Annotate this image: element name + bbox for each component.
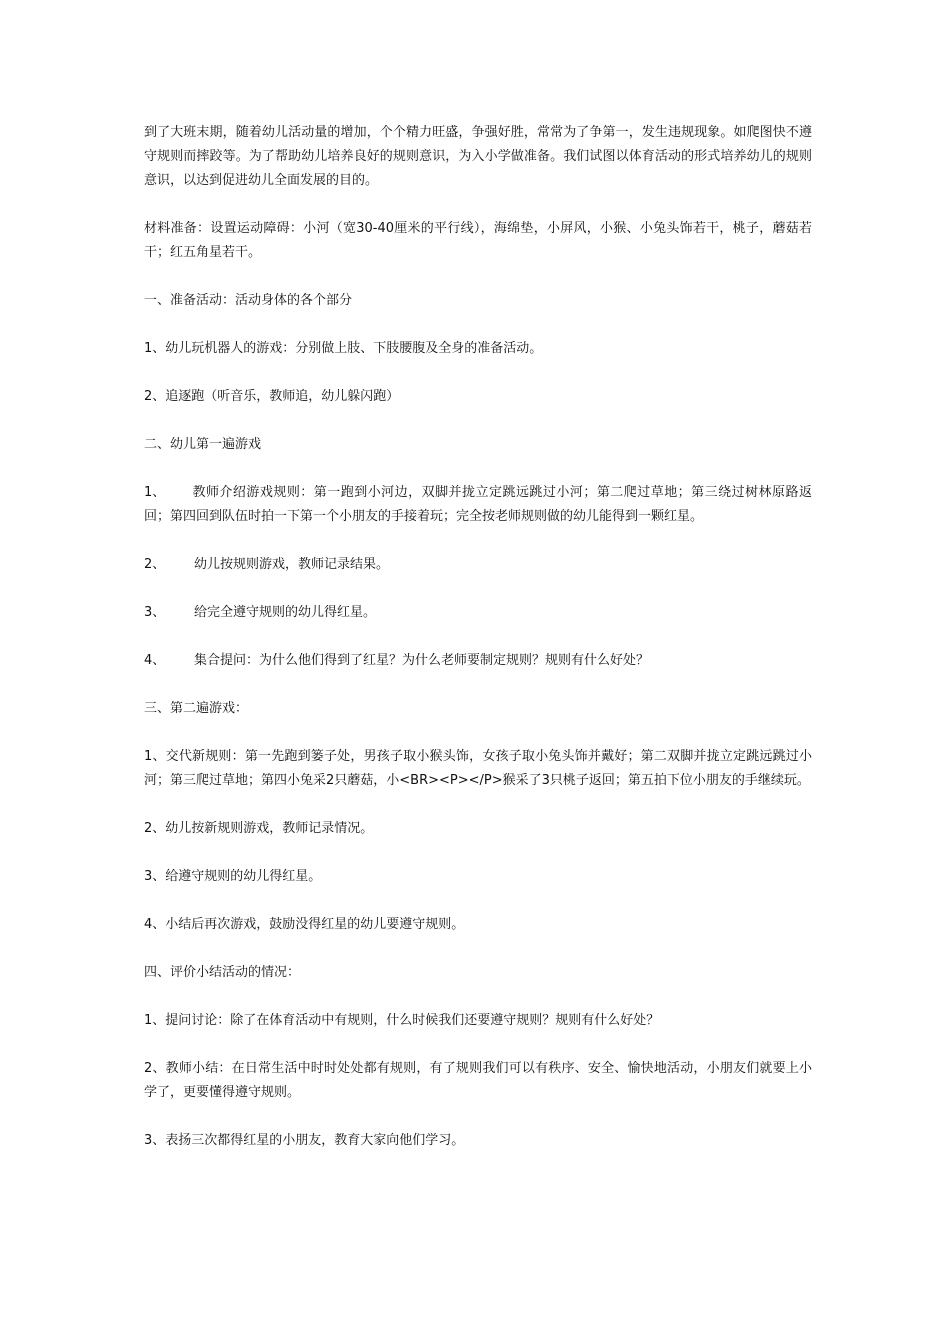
section-2-item-2 (144, 553, 812, 577)
section-2-item-4 (144, 649, 812, 673)
section-4-item-2: 2、教师小结：在日常生活中时时处处都有规则，有了规则我们可以有秩序、安全、愉快地活动，小朋友们就要上小学了，更要懂得遵守规则。 (144, 1061, 812, 1100)
item-number: 2、 (144, 557, 166, 572)
section-3-item-1: 1、交代新规则：第一先跑到篓子处，男孩子取小猴头饰，女孩子取小兔头饰并戴好；第二双脚并拢立定跳远跳过小河；第三爬过草地；第四小兔采2只蘑菇，小<BR><P></P>猴采了3只桃子返回；第五拍下位小朋友的手继续玩。 (144, 749, 812, 788)
section-1-heading: 一、准备活动：活动身体的各个部分 (144, 293, 353, 308)
intro-paragraph: 到了大班末期，随着幼儿活动量的增加，个个精力旺盛，争强好胜，常常为了争第一，发生违规现象。如爬图快不遵守规则而摔跤等。为了帮助幼儿培养良好的规则意识，为入小学做准备。我们试图以体育活动的形式培养幼儿的规则意识，以达到促进幼儿全面发展的目的。 (144, 125, 812, 188)
section-3-heading: 三、第二遍游戏： (144, 701, 249, 716)
section-2-heading: 二、幼儿第一遍游戏 (144, 437, 262, 452)
item-number: 4、 (144, 653, 166, 668)
section-3-item-4: 4、小结后再次游戏，鼓励没得红星的幼儿要遵守规则。 (144, 917, 465, 932)
section-1-item-2: 2、追逐跑（听音乐，教师追，幼儿躲闪跑） (144, 389, 400, 404)
section-2-item-1 (144, 481, 812, 529)
section-2-item-3 (144, 601, 812, 625)
section-4-item-3: 3、表扬三次都得红星的小朋友，教育大家向他们学习。 (144, 1133, 465, 1148)
materials-paragraph: 材料准备：设置运动障碍：小河（宽30-40厘米的平行线），海绵垫，小屏风，小猴、小兔头饰若干，桃子，蘑菇若干；红五角星若干。 (144, 221, 812, 260)
document-body (144, 121, 812, 1177)
section-3-item-3: 3、给遵守规则的幼儿得红星。 (144, 869, 322, 884)
item-number: 3、 (144, 605, 166, 620)
section-3-item-2: 2、幼儿按新规则游戏，教师记录情况。 (144, 821, 374, 836)
item-text: 教师介绍游戏规则：第一跑到小河边，双脚并拢立定跳远跳过小河；第二爬过草地；第三绕过树林原路返回；第四回到队伍时拍一下第一个小朋友的手接着玩；完全按老师规则做的幼儿能得到一颗红星。 (144, 485, 812, 524)
item-number: 1、 (144, 485, 166, 500)
section-4-item-1: 1、提问讨论：除了在体育活动中有规则，什么时候我们还要遵守规则？规则有什么好处？ (144, 1013, 660, 1028)
item-text: 给完全遵守规则的幼儿得红星。 (194, 605, 377, 620)
item-text: 幼儿按规则游戏，教师记录结果。 (194, 557, 390, 572)
section-1-item-1: 1、幼儿玩机器人的游戏：分别做上肢、下肢腰腹及全身的准备活动。 (144, 341, 543, 356)
item-text: 集合提问：为什么他们得到了红星？为什么老师要制定规则？规则有什么好处？ (194, 653, 650, 668)
section-4-heading: 四、评价小结活动的情况： (144, 965, 301, 980)
